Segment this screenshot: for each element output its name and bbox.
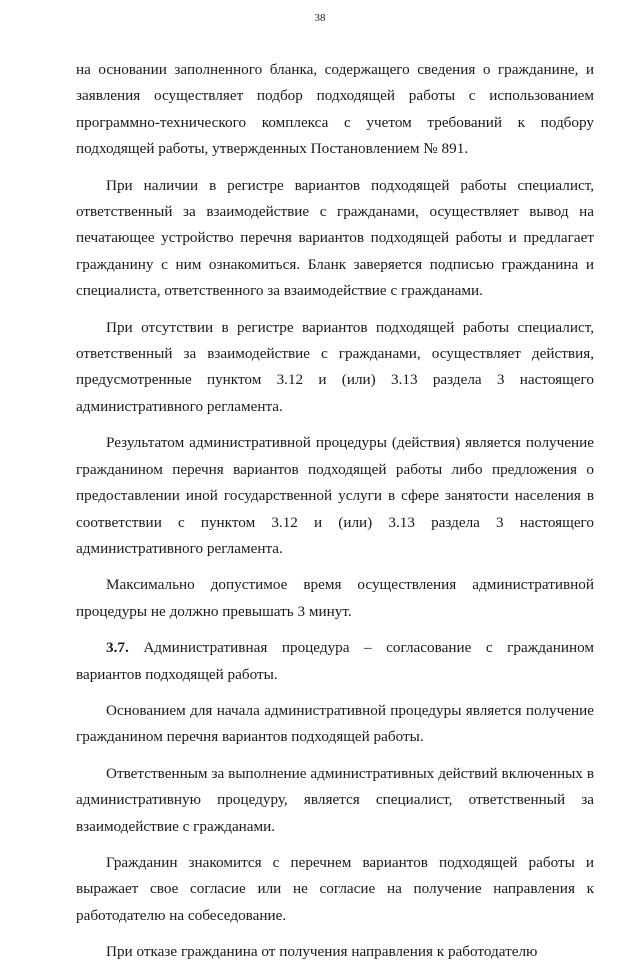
document-body	[76, 57, 594, 966]
section-number: 3.7.	[106, 639, 129, 657]
paragraph: При наличии в регистре вариантов подходящей работы специалист, ответственный за взаимодействие с гражданами, осуществляет вывод на печатающее устройство перечня вариантов подходящей работы и предлагает гражданину с ним ознакомиться. Бланк заверяется подписью гражданина и специалиста, ответственного за взаимодействие с гражданами.	[76, 176, 594, 300]
paragraph: При отсутствии в регистре вариантов подходящей работы специалист, ответственный за взаимодействие с гражданами, осуществляет действия, предусмотренные пунктом 3.12 и (или) 3.13 раздела 3 настоящего административного регламента.	[76, 318, 594, 415]
paragraph: Основанием для начала административной процедуры является получение гражданином перечня вариантов подходящей работы.	[76, 701, 594, 746]
paragraph-truncated: При отказе гражданина от получения направления к работодателю	[106, 943, 538, 961]
paragraph: Гражданин знакомится с перечнем вариантов подходящей работы и выражает свое согласие или не согласие на получение направления к работодателю на собеседование.	[76, 853, 594, 924]
page-number: 38	[314, 12, 326, 24]
paragraph-continuation: на основании заполненного бланка, содержащего сведения о гражданине, и заявления осуществляет подбор подходящей работы с использованием программно-технического комплекса с учетом требований к подбору подходящей работы, утвержденных Постановлением № 891.	[76, 61, 594, 158]
paragraph: Максимально допустимое время осуществления административной процедуры не должно превышать 3 минут.	[76, 576, 594, 620]
paragraph: Результатом административной процедуры (действия) является получение гражданином перечня вариантов подходящей работы либо предложения о предоставлении иной государственной услуги в сфере занятости населения в соответствии с пунктом 3.12 и (или) 3.13 раздела 3 настоящего административного регламента.	[76, 434, 594, 557]
section-title: Административная процедура – согласование с гражданином вариантов подходящей работы.	[76, 639, 594, 683]
section-heading-3-7	[76, 635, 594, 688]
paragraph: Ответственным за выполнение административных действий включенных в административную процедуру, является специалист, ответственный за взаимодействие с гражданами.	[76, 764, 594, 835]
